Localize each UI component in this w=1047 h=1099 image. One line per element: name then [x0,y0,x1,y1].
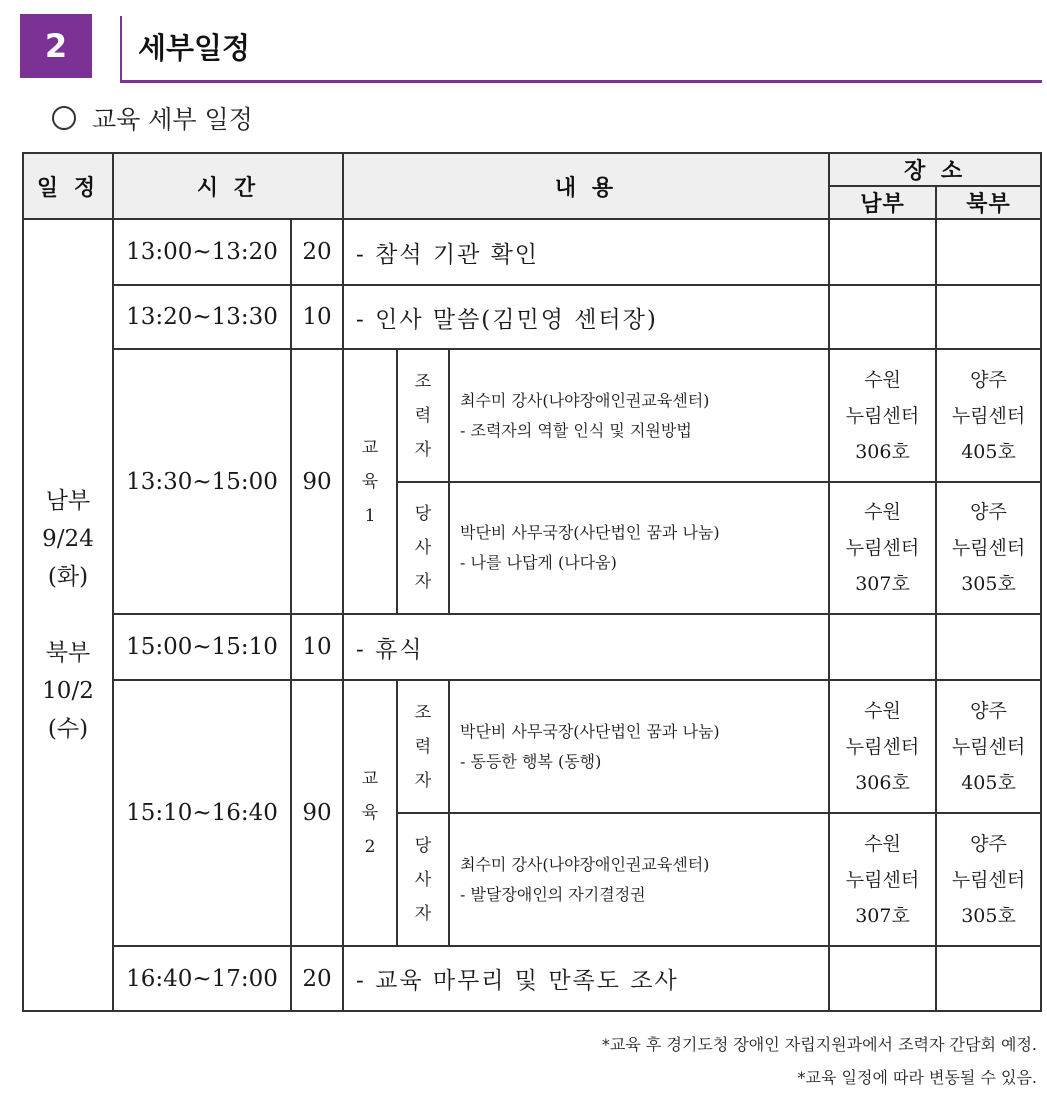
date-south-label: 남부 [45,488,91,514]
place-line: 306호 [855,771,910,794]
place-north-cell [936,946,1041,1011]
footnote: *교육 일정에 따라 변동될 수 있음. [797,1068,1037,1087]
topic: - 나를 나답게 (나다움) [460,553,617,572]
place-north-cell [936,680,1041,813]
place-line: 306호 [855,440,910,463]
place-line: 307호 [855,573,910,595]
footnote: *교육 후 경기도청 장애인 자립지원과에서 조력자 간담회 예정. [601,1035,1037,1054]
date-south-day: (화) [47,564,89,590]
edu-session-label [343,349,397,614]
session-detail [449,482,829,614]
edu-char: 1 [364,505,376,526]
place-line: 305호 [961,573,1016,595]
place-south-cell [829,482,936,614]
duration-cell: 10 [291,285,343,349]
place-line: 수원 [864,368,901,391]
header-north: 북부 [936,186,1041,219]
edu-session-label [343,680,397,946]
place-north-cell [936,219,1041,285]
place-north-cell [936,285,1041,349]
content-cell: - 교육 마무리 및 만족도 조사 [343,946,829,1011]
section-number: 2 [20,14,92,78]
place-line: 405호 [961,440,1016,463]
place-line: 405호 [961,771,1016,794]
place-line: 양주 [970,699,1007,722]
place-line: 누림센터 [845,537,920,559]
session-detail [449,813,829,946]
place-line: 누림센터 [845,404,920,427]
content-cell: - 참석 기관 확인 [343,219,829,285]
role-char: 조 [414,371,432,392]
date-north-date: 10/2 [42,678,94,704]
role-char: 자 [414,572,432,592]
topic: - 동등한 행복 (동행) [460,751,602,771]
edu-char: 육 [361,803,379,823]
place-line: 수원 [864,832,901,855]
schedule-table [22,152,1042,1012]
place-south-cell [829,285,936,349]
header-place: 장 소 [829,153,1041,186]
place-south-cell [829,946,936,1011]
place-line: 누림센터 [951,404,1026,427]
place-line: 누림센터 [845,868,920,891]
time-cell: 13:00~13:20 [113,219,291,285]
speaker: 박단비 사무국장(사단법인 꿈과 나눔) [460,523,720,542]
header-south: 남부 [829,186,936,219]
footnotes [602,1028,1037,1094]
duration-cell: 20 [291,946,343,1011]
place-line: 누림센터 [845,735,920,758]
content-cell: - 인사 말씀(김민영 센터장) [343,285,829,349]
time-cell: 13:20~13:30 [113,285,291,349]
role-char: 력 [414,736,432,757]
place-line: 양주 [970,832,1007,855]
header-content: 내 용 [343,153,829,219]
time-cell: 15:10~16:40 [113,680,291,946]
content-cell: - 휴식 [343,614,829,680]
place-line: 누림센터 [951,537,1026,559]
duration-cell: 90 [291,349,343,614]
duration-cell: 90 [291,680,343,946]
role-char: 자 [414,439,432,460]
topic: - 조력자의 역할 인식 및 지원방법 [460,420,692,440]
place-line: 누림센터 [951,735,1026,758]
place-north-cell [936,349,1041,482]
place-line: 수원 [864,501,901,523]
subheading-text: 교육 세부 일정 [92,105,253,134]
role-char: 자 [414,770,432,791]
section-header [20,14,1042,84]
time-cell: 16:40~17:00 [113,946,291,1011]
header-time: 시 간 [113,153,343,219]
date-north-label: 북부 [45,640,91,666]
role-cell [397,349,449,482]
speaker: 박단비 사무국장(사단법인 꿈과 나눔) [460,721,720,741]
section-title: 세부일정 [138,31,251,65]
session-detail [449,349,829,482]
place-line: 수원 [864,699,901,722]
header-date: 일 정 [23,153,113,219]
place-line: 누림센터 [951,868,1026,891]
topic: - 발달장애인의 자기결정권 [460,884,646,904]
circle-bullet-icon [52,106,76,130]
role-char: 자 [414,903,432,924]
time-cell: 15:00~15:10 [113,614,291,680]
date-north-day: (수) [47,716,89,742]
role-cell [397,813,449,946]
place-north-cell [936,482,1041,614]
speaker: 최수미 강사(나야장애인권교육센터) [460,854,710,874]
duration-cell: 20 [291,219,343,285]
place-south-cell [829,349,936,482]
duration-cell: 10 [291,614,343,680]
place-south-cell [829,614,936,680]
place-north-cell [936,813,1041,946]
date-cell [23,219,113,1011]
place-south-cell [829,680,936,813]
edu-char: 교 [361,437,379,458]
role-char: 력 [414,405,432,426]
time-cell: 13:30~15:00 [113,349,291,614]
place-line: 양주 [970,501,1007,523]
speaker: 최수미 강사(나야장애인권교육센터) [460,390,710,410]
role-cell [397,680,449,813]
place-line: 307호 [855,904,910,927]
date-south-date: 9/24 [42,526,94,552]
subheading [52,100,253,136]
session-detail [449,680,829,813]
edu-char: 교 [361,769,379,789]
place-south-cell [829,219,936,285]
edu-char: 2 [364,837,376,857]
role-char: 사 [414,538,432,558]
place-north-cell [936,614,1041,680]
place-line: 305호 [961,904,1016,927]
role-char: 조 [414,702,432,723]
role-char: 사 [414,869,432,890]
section-divider-vertical [120,16,122,82]
role-char: 당 [414,504,432,524]
edu-char: 육 [361,471,379,492]
section-divider-horizontal [120,80,1042,83]
place-south-cell [829,813,936,946]
role-cell [397,482,449,614]
role-char: 당 [414,835,432,856]
place-line: 양주 [970,368,1007,391]
